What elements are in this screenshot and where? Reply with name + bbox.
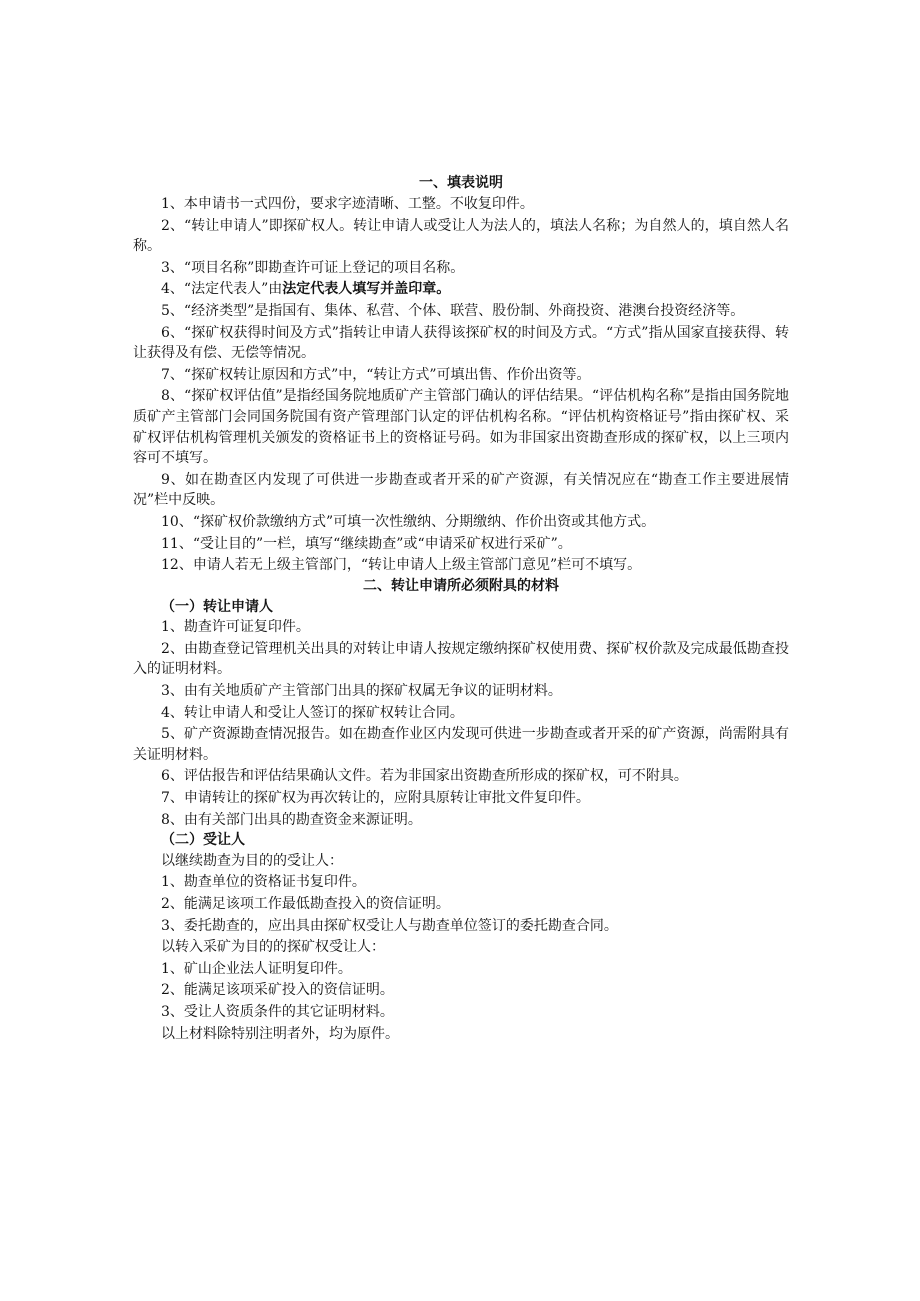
instruction-1: 1、本申请书一式四份，要求字迹清晰、工整。不收复印件。: [161, 196, 534, 212]
transferee-group-2-item-1: 1、矿山企业法人证明复印件。: [161, 960, 352, 977]
instruction-8: 8、“探矿权评估值”是指经国务院地质矿产主管部门确认的评估结果。“评估机构名称”是指由国务院地质矿产主管部门会同国务院国有资产管理部门认定的评估机构名称。“评估机构资格证号”指由探矿权、采矿权评估机构管理机关颁发的资格证书上的资格证号码。如为非国家出资勘查形成的探矿权，以上三项内容可不填写。: [133, 388, 789, 467]
instruction-6: 6、“探矿权获得时间及方式”指转让申请人获得该探矿权的时间及方式。“方式”指从国家直接获得、转让获得及有偿、无偿等情况。: [133, 324, 789, 362]
applicant-material-1: 1、勘查许可证复印件。: [161, 619, 310, 636]
applicant-material-3: 3、由有关地质矿产主管部门出具的探矿权属无争议的证明材料。: [161, 683, 562, 700]
transferee-group-1-item-1: 1、勘查单位的资格证书复印件。: [161, 874, 366, 891]
instruction-4: [133, 279, 789, 300]
closing-note: 以上材料除特别注明者外，均为原件。: [161, 1025, 399, 1042]
document-body: [133, 173, 789, 1044]
transferee-group-1-item-3: 3、委托勘查的，应出具由探矿权受让人与勘查单位签订的委托勘查合同。: [161, 917, 618, 934]
instruction-7: 7、“探矿权转让原因和方式”中，“转让方式”可填出售、作价出资等。: [161, 366, 591, 383]
section-1-heading: 一、填表说明: [419, 175, 503, 191]
applicant-subheading: （一）转让申请人: [161, 598, 273, 615]
transferee-group-1-intro: 以继续勘查为目的的受让人：: [161, 852, 343, 869]
instruction-4-bold: 法定代表人填写并盖印章。: [282, 281, 451, 298]
section-2-heading: 二、转让申请所必须附具的材料: [363, 577, 559, 594]
transferee-subheading: （二）受让人: [161, 832, 245, 849]
transferee-group-1-item-2: 2、能满足该项工作最低勘查投入的资信证明。: [161, 896, 450, 912]
instruction-4-text: 4、“法定代表人”由: [161, 281, 283, 298]
instruction-10: 10、“探矿权价款缴纳方式”可填一次性缴纳、分期缴纳、作价出资或其他方式。: [161, 513, 656, 530]
instruction-11: 11、“受让目的”一栏，填写“继续勘查”或“申请采矿权进行采矿”。: [161, 535, 572, 552]
applicant-material-4: 4、转让申请人和受让人签订的探矿权转让合同。: [161, 704, 464, 721]
instruction-9: 9、如在勘查区内发现了可供进一步勘查或者开采的矿产资源，有关情况应在“勘查工作主要进展情况”栏中反映。: [133, 471, 789, 509]
applicant-material-5: 5、矿产资源勘查情况报告。如在勘查作业区内发现可供进一步勘查或者开采的矿产资源，尚需附具有关证明材料。: [133, 726, 789, 763]
instruction-12: 12、申请人若无上级主管部门，“转让申请人上级主管部门意见”栏可不填写。: [161, 557, 642, 574]
instruction-5: 5、“经济类型”是指国有、集体、私营、个体、联营、股份制、外商投资、港澳台投资经济等。: [161, 302, 745, 319]
applicant-material-7: 7、申请转让的探矿权为再次转让的，应附具原转让审批文件复印件。: [161, 790, 590, 807]
instruction-3: 3、“项目名称”即勘查许可证上登记的项目名称。: [161, 259, 465, 276]
applicant-material-8: 8、由有关部门出具的勘查资金来源证明。: [161, 811, 422, 828]
instruction-2: 2、“转让申请人”即探矿权人。转让申请人或受让人为法人的，填法人名称；为自然人的，填自然人名称。: [133, 217, 789, 255]
applicant-material-2: 2、由勘查登记管理机关出具的对转让申请人按规定缴纳探矿权使用费、探矿权价款及完成最低勘查投入的证明材料。: [133, 640, 789, 678]
transferee-group-2-item-2: 2、能满足该项采矿投入的资信证明。: [161, 982, 394, 999]
transferee-group-2-item-3: 3、受让人资质条件的其它证明材料。: [161, 1003, 394, 1020]
transferee-group-2-intro: 以转入采矿为目的的探矿权受让人：: [161, 939, 385, 956]
applicant-material-6: 6、评估报告和评估结果确认文件。若为非国家出资勘查所形成的探矿权，可不附具。: [161, 768, 688, 785]
